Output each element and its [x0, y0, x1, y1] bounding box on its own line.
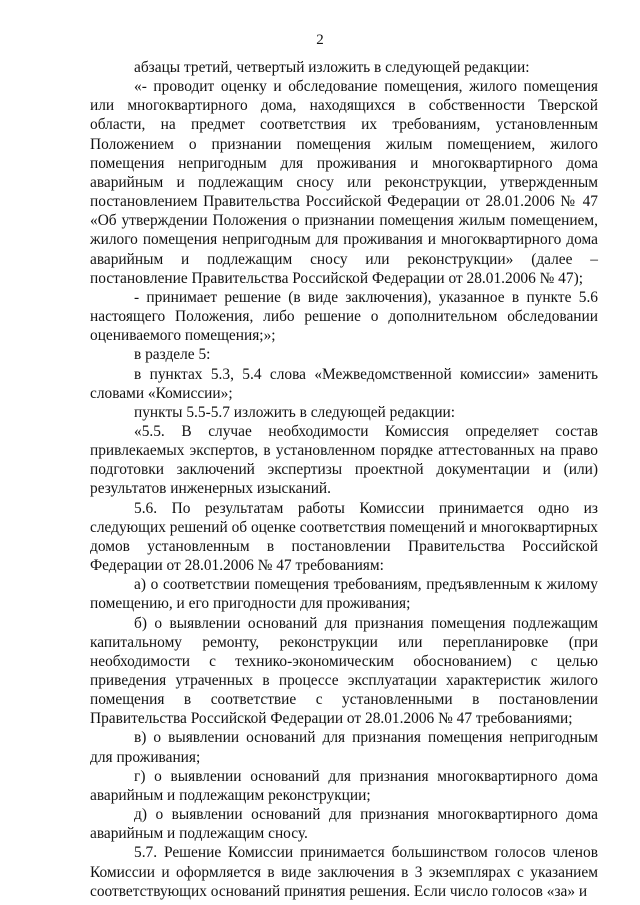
- list-item-v: в) о выявлении оснований для признания помещения непригодным для проживания;: [90, 729, 598, 766]
- page-number: 2: [316, 32, 324, 48]
- paragraph-new-edition: пункты 5.5-5.7 изложить в следующей редакции:: [134, 403, 456, 421]
- paragraph-clause-5-7: 5.7. Решение Комиссии принимается большинством голосов членов Комиссии и оформляется в виде заключения в 3 экземплярах с указанием соответствующих оснований принятия решения. Если число голосов «за» и: [90, 844, 598, 900]
- paragraph-assessment-duty: «- проводит оценку и обследование помещения, жилого помещения или многоквартирного дома, находящихся в собственности Тверской области, на предмет соответствия их требованиям, установленным Положением о признании помещения жилым помещением, жилого помещения непригодным для проживания и многоквартирного дома аварийным и подлежащим сносу или реконструкции, утвержденным постановлением Правительства Российской Федерации от 28.01.2006 № 47 «Об утверждении Положения о признании помещения жилым помещением, жилого помещения непригодным для проживания и многоквартирного дома аварийным и подлежащим сносу или реконструкции» (далее – постановление Правительства Российской Федерации от 28.01.2006 № 47);: [90, 78, 598, 287]
- paragraph-clause-5-5: «5.5. В случае необходимости Комиссия определяет состав привлекаемых экспертов, в установленном порядке аттестованных на право подготовки заключений экспертизы проектной документации и (или) результатов инженерных изысканий.: [90, 422, 598, 498]
- paragraph-replace-words: в пунктах 5.3, 5.4 слова «Межведомственной комиссии» заменить словами «Комиссии»;: [90, 365, 598, 402]
- document-body: [90, 58, 598, 901]
- paragraph-clause-5-6: 5.6. По результатам работы Комиссии принимается одно из следующих решений об оценке соответствия помещений и многоквартирных домов установленным в постановлении Правительства Российской Федерации от 28.01.2006 № 47 требованиям:: [90, 499, 598, 575]
- paragraph-intro: абзацы третий, четвертый изложить в следующей редакции:: [134, 59, 530, 76]
- paragraph-decision-duty: - принимает решение (в виде заключения), указанное в пункте 5.6 настоящего Положения, либо решение о дополнительном обследовании оцениваемого помещения;»;: [90, 288, 598, 345]
- list-item-a: а) о соответствии помещения требованиям, предъявленным к жилому помещению, и его пригодности для проживания;: [90, 576, 598, 613]
- list-item-g: г) о выявлении оснований для признания многоквартирного дома аварийным и подлежащим реконструкции;: [90, 767, 598, 804]
- paragraph-section-5: в разделе 5:: [134, 346, 211, 364]
- list-item-b: б) о выявлении оснований для признания помещения подлежащим капитальному ремонту, реконструкции или перепланировке (при необходимости с технико-экономическим обоснованием) с целью приведения утраченных в процессе эксплуатации характеристик жилого помещения в соответствие с установленными в постановлении Правительства Российской Федерации от 28.01.2006 № 47 требованиями;: [90, 614, 598, 728]
- list-item-d: д) о выявлении оснований для признания многоквартирного дома аварийным и подлежащим сносу.: [90, 806, 598, 843]
